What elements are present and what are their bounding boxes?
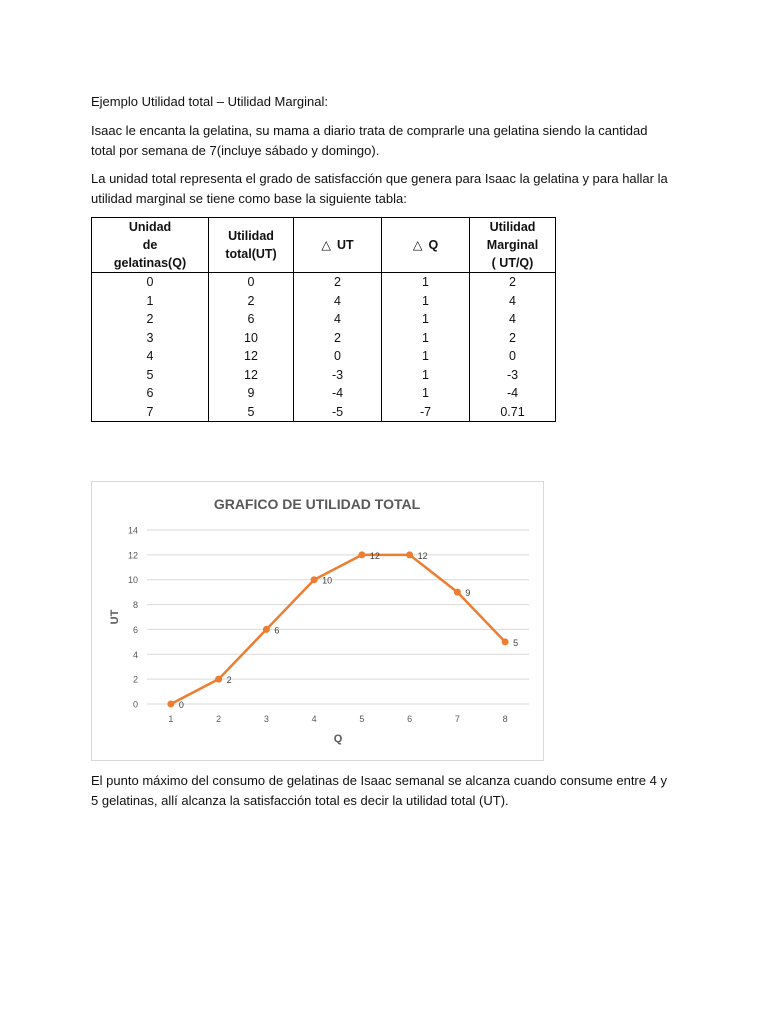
y-tick-label: 14 bbox=[127, 525, 138, 536]
table-cell: 5 bbox=[92, 366, 209, 385]
table-row bbox=[92, 384, 556, 403]
table-cell: 4 bbox=[470, 292, 556, 311]
table-cell: 0 bbox=[209, 273, 294, 292]
table-cell: 6 bbox=[209, 310, 294, 329]
table-cell: 1 bbox=[382, 384, 470, 403]
table-cell: 7 bbox=[92, 403, 209, 422]
x-tick-label: 1 bbox=[168, 714, 174, 724]
chart-svg bbox=[92, 482, 543, 760]
table-cell: 2 bbox=[92, 310, 209, 329]
y-tick-label: 8 bbox=[132, 600, 138, 611]
table-row bbox=[92, 273, 556, 292]
utility-table bbox=[91, 217, 556, 422]
table-header-row bbox=[92, 218, 556, 273]
table-cell: 4 bbox=[294, 310, 382, 329]
table-cell: 3 bbox=[92, 329, 209, 348]
table-cell: 1 bbox=[382, 347, 470, 366]
table-cell: 0 bbox=[92, 273, 209, 292]
y-tick-label: 12 bbox=[127, 550, 138, 561]
x-tick-label: 2 bbox=[216, 714, 222, 724]
x-axis-title: Q bbox=[333, 733, 343, 745]
table-cell: 2 bbox=[294, 273, 382, 292]
table-cell: -4 bbox=[294, 384, 382, 403]
table-row bbox=[92, 329, 556, 348]
chart-title: GRAFICO DE UTILIDAD TOTAL bbox=[213, 496, 421, 512]
y-tick-label: 2 bbox=[132, 674, 138, 685]
table-cell: 4 bbox=[92, 347, 209, 366]
data-label: 6 bbox=[274, 625, 280, 636]
data-point bbox=[454, 589, 461, 596]
document-title: Ejemplo Utilidad total – Utilidad Marginal: bbox=[91, 94, 329, 109]
data-point bbox=[167, 701, 174, 708]
x-tick-label: 4 bbox=[311, 714, 317, 724]
table-cell: -5 bbox=[294, 403, 382, 422]
data-point bbox=[215, 676, 222, 683]
table-cell: 1 bbox=[382, 366, 470, 385]
table-cell: 0 bbox=[294, 347, 382, 366]
table-row bbox=[92, 403, 556, 422]
table-cell: -3 bbox=[294, 366, 382, 385]
table-cell: 1 bbox=[382, 273, 470, 292]
x-tick-label: 3 bbox=[263, 714, 269, 724]
table-cell: 2 bbox=[470, 329, 556, 348]
header-marginal-utility: Utilidad Marginal ( UT/Q) bbox=[470, 218, 556, 273]
data-point bbox=[311, 576, 318, 583]
header-quantity: Unidad de gelatinas(Q) bbox=[92, 218, 209, 273]
x-tick-label: 5 bbox=[359, 714, 365, 724]
x-tick-label: 6 bbox=[407, 714, 413, 724]
y-axis-title: UT bbox=[109, 609, 121, 625]
table-cell: 4 bbox=[294, 292, 382, 311]
table-cell: 5 bbox=[209, 403, 294, 422]
table-row bbox=[92, 366, 556, 385]
data-point bbox=[358, 551, 365, 558]
data-point bbox=[406, 551, 413, 558]
table-row bbox=[92, 310, 556, 329]
delta-icon: △ bbox=[321, 238, 331, 252]
table-cell: 6 bbox=[92, 384, 209, 403]
table-cell: -3 bbox=[470, 366, 556, 385]
delta-icon: △ bbox=[412, 238, 423, 252]
table-row bbox=[92, 347, 556, 366]
data-label: 2 bbox=[226, 675, 232, 686]
table-body bbox=[92, 273, 556, 422]
table-cell: 2 bbox=[209, 292, 294, 311]
x-tick-label: 8 bbox=[502, 714, 508, 724]
table-cell: 1 bbox=[92, 292, 209, 311]
data-label: 12 bbox=[369, 550, 380, 561]
header-delta-ut: △ UT bbox=[294, 218, 382, 273]
table-cell: 1 bbox=[382, 310, 470, 329]
y-tick-label: 10 bbox=[127, 575, 138, 586]
y-tick-label: 4 bbox=[132, 649, 138, 660]
data-point bbox=[502, 638, 509, 645]
total-utility-chart bbox=[91, 481, 544, 761]
conclusion-paragraph: El punto máximo del consumo de gelatinas de Isaac semanal se alcanza cuando consume entre 4 y 5 gelatinas, allí alcanza la satisfacción total es decir la utilidad total (UT). bbox=[91, 773, 667, 808]
data-label: 5 bbox=[513, 637, 519, 648]
data-label: 0 bbox=[178, 700, 184, 710]
intro-paragraph: Isaac le encanta la gelatina, su mama a diario trata de comprarle una gelatina siendo la cantidad total por semana de 7(incluye sábado y domingo). bbox=[91, 123, 648, 158]
table-cell: 2 bbox=[294, 329, 382, 348]
table-cell: 0.71 bbox=[470, 403, 556, 422]
table-cell: 10 bbox=[209, 329, 294, 348]
header-total-utility: Utilidad total(UT) bbox=[209, 218, 294, 273]
y-tick-label: 0 bbox=[132, 699, 138, 710]
data-label: 10 bbox=[322, 575, 333, 586]
table-cell: 4 bbox=[470, 310, 556, 329]
data-label: 9 bbox=[465, 588, 471, 599]
table-cell: 9 bbox=[209, 384, 294, 403]
table-cell: 2 bbox=[470, 273, 556, 292]
y-tick-label: 6 bbox=[132, 624, 138, 635]
table-cell: 12 bbox=[209, 347, 294, 366]
table-cell: -4 bbox=[470, 384, 556, 403]
data-label: 12 bbox=[417, 550, 428, 561]
table-cell: 0 bbox=[470, 347, 556, 366]
table-row bbox=[92, 292, 556, 311]
table-cell: 12 bbox=[209, 366, 294, 385]
data-point bbox=[263, 626, 270, 633]
header-delta-q: △ Q bbox=[382, 218, 470, 273]
table-cell: -7 bbox=[382, 403, 470, 422]
table-cell: 1 bbox=[382, 292, 470, 311]
description-paragraph: La unidad total representa el grado de satisfacción que genera para Isaac la gelatina y para hallar la utilidad marginal se tiene como base la siguiente tabla: bbox=[91, 171, 668, 206]
x-tick-label: 7 bbox=[454, 714, 460, 724]
table-cell: 1 bbox=[382, 329, 470, 348]
